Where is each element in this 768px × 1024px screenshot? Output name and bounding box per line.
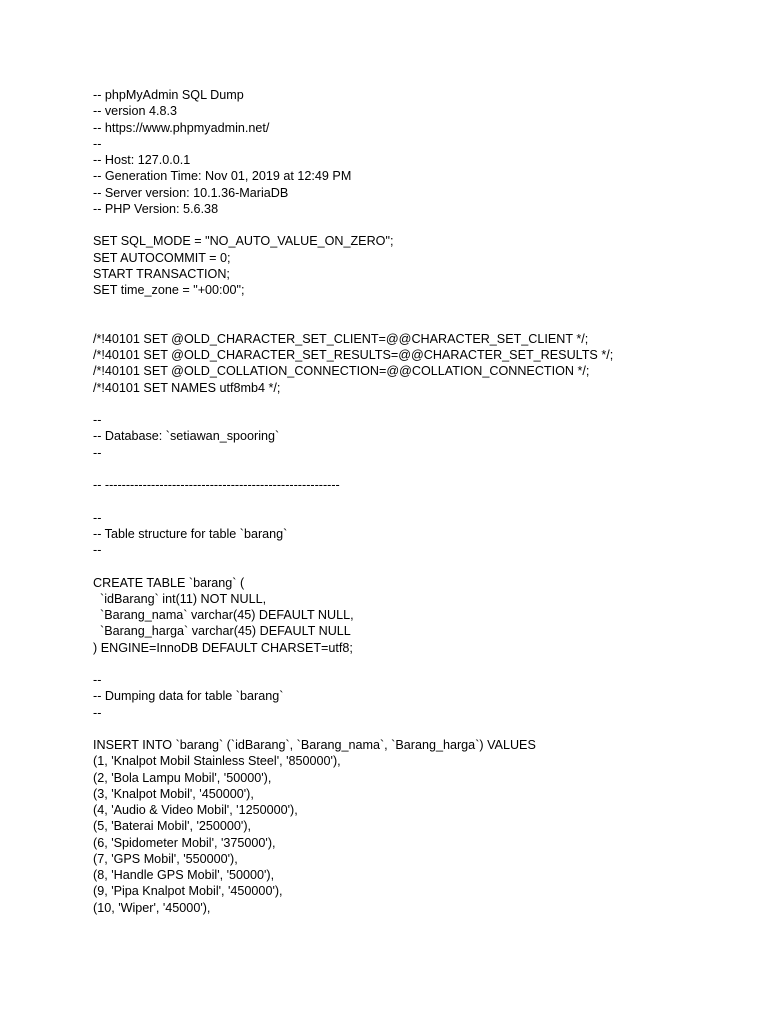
dump-line: (7, 'GPS Mobil', '550000'), bbox=[93, 851, 238, 866]
dump-line: (8, 'Handle GPS Mobil', '50000'), bbox=[93, 868, 275, 882]
dump-line: /*!40101 SET @OLD_CHARACTER_SET_RESULTS=@@CHARACTER_SET_RESULTS */; bbox=[93, 348, 614, 362]
dump-line: CREATE TABLE `barang` ( bbox=[93, 575, 245, 590]
dump-line bbox=[93, 721, 733, 737]
dump-line: -- https://www.phpmyadmin.net/ bbox=[93, 120, 270, 135]
dump-line: ) ENGINE=InnoDB DEFAULT CHARSET=utf8; bbox=[93, 640, 353, 655]
dump-line bbox=[93, 656, 733, 672]
dump-line: -- Database: `setiawan_spooring` bbox=[93, 429, 280, 444]
dump-line: START TRANSACTION; bbox=[93, 266, 230, 281]
dump-line: /*!40101 SET @OLD_COLLATION_CONNECTION=@@COLLATION_CONNECTION */; bbox=[93, 364, 590, 379]
dump-line: (2, 'Bola Lampu Mobil', '50000'), bbox=[93, 770, 272, 785]
dump-line: (4, 'Audio & Video Mobil', '1250000'), bbox=[93, 803, 298, 817]
dump-line: -- Table structure for table `barang` bbox=[93, 526, 288, 541]
dump-line: -- bbox=[93, 445, 102, 460]
dump-line bbox=[93, 315, 733, 331]
dump-line: (10, 'Wiper', '45000'), bbox=[93, 900, 211, 915]
dump-line: (3, 'Knalpot Mobil', '450000'), bbox=[93, 786, 254, 801]
dump-line: `idBarang` int(11) NOT NULL, bbox=[93, 591, 267, 606]
dump-line bbox=[93, 217, 733, 233]
dump-line: INSERT INTO `barang` (`idBarang`, `Barang_nama`, `Barang_harga`) VALUES bbox=[93, 738, 536, 752]
dump-line: -- PHP Version: 5.6.38 bbox=[93, 201, 219, 216]
dump-line bbox=[93, 493, 733, 509]
dump-line: -- bbox=[93, 705, 102, 720]
dump-line: /*!40101 SET @OLD_CHARACTER_SET_CLIENT=@@CHARACTER_SET_CLIENT */; bbox=[93, 331, 589, 346]
dump-line: (9, 'Pipa Knalpot Mobil', '450000'), bbox=[93, 884, 283, 899]
dump-line bbox=[93, 558, 733, 574]
dump-line: SET AUTOCOMMIT = 0; bbox=[93, 250, 231, 265]
dump-line: -- Host: 127.0.0.1 bbox=[93, 153, 191, 167]
dump-line bbox=[93, 396, 733, 412]
dump-line: -- Dumping data for table `barang` bbox=[93, 689, 284, 704]
dump-line: SET SQL_MODE = "NO_AUTO_VALUE_ON_ZERO"; bbox=[93, 234, 394, 249]
dump-line: `Barang_nama` varchar(45) DEFAULT NULL, bbox=[93, 608, 354, 622]
dump-line: -- bbox=[93, 510, 102, 525]
dump-line bbox=[93, 461, 733, 477]
dump-line bbox=[93, 298, 733, 314]
dump-line: SET time_zone = "+00:00"; bbox=[93, 283, 245, 297]
dump-line: /*!40101 SET NAMES utf8mb4 */; bbox=[93, 380, 281, 395]
dump-line: -- bbox=[93, 673, 102, 687]
dump-line: -- -------------------------------------------------------- bbox=[93, 478, 340, 492]
dump-line: -- bbox=[93, 543, 102, 557]
dump-line: (5, 'Baterai Mobil', '250000'), bbox=[93, 819, 252, 834]
sql-dump-text bbox=[93, 87, 733, 916]
dump-line: -- bbox=[93, 136, 102, 151]
dump-line: -- Server version: 10.1.36-MariaDB bbox=[93, 185, 289, 200]
dump-line: (1, 'Knalpot Mobil Stainless Steel', '850000'), bbox=[93, 754, 341, 769]
dump-line: -- phpMyAdmin SQL Dump bbox=[93, 88, 244, 102]
dump-line: `Barang_harga` varchar(45) DEFAULT NULL bbox=[93, 624, 351, 639]
dump-line: (6, 'Spidometer Mobil', '375000'), bbox=[93, 835, 276, 850]
dump-line: -- Generation Time: Nov 01, 2019 at 12:49 PM bbox=[93, 169, 352, 184]
dump-line: -- bbox=[93, 413, 102, 427]
dump-line: -- version 4.8.3 bbox=[93, 104, 177, 119]
